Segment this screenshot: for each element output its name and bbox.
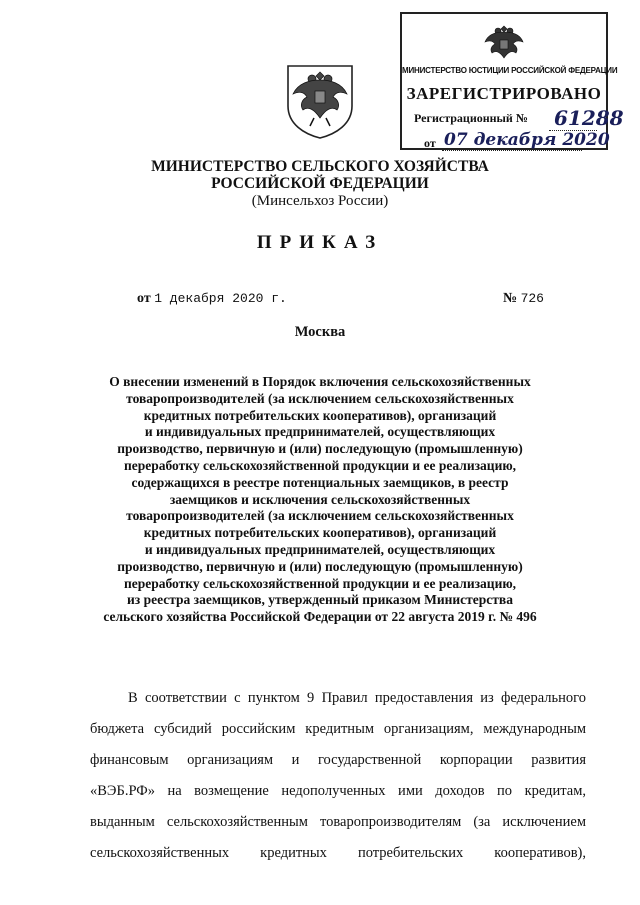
ministry-short-name: (Минсельхоз России) bbox=[251, 193, 389, 209]
stamp-reg-label: Регистрационный № bbox=[414, 111, 528, 125]
heading-line: переработку сельскохозяйственной продукции и ее реализацию, bbox=[123, 457, 517, 473]
heading-line: товаропроизводителей (за исключением сельскохозяйственных bbox=[126, 390, 514, 406]
heading-line: содержащихся в реестре потенциальных заемщиков, в реестр bbox=[131, 474, 509, 490]
heading-line: из реестра заемщиков, утвержденный приказом Министерства bbox=[127, 592, 513, 608]
body-line: выданным сельскохозяйственным товаропроизводителям (за исключением bbox=[90, 814, 586, 830]
stamp-date-handwritten: 07 декабря 2020 bbox=[444, 130, 610, 150]
heading-line: заемщиков и исключения сельскохозяйственных bbox=[169, 491, 471, 507]
body-line: В соответствии с пунктом 9 Правил предоставления из федерального bbox=[128, 690, 586, 706]
order-title: ПРИКАЗ bbox=[256, 232, 384, 253]
order-heading bbox=[60, 374, 580, 626]
stamp-ministry: МИНИСТЕРСТВО ЮСТИЦИИ РОССИЙСКОЙ ФЕДЕРАЦИИ bbox=[402, 66, 618, 75]
emblem-icon bbox=[482, 20, 526, 64]
heading-line: О внесении изменений в Порядок включения сельскохозяйственных bbox=[109, 374, 531, 389]
stamp-registered: ЗАРЕГИСТРИРОВАНО bbox=[406, 84, 602, 103]
heading-line: товаропроизводителей (за исключением сельскохозяйственных bbox=[126, 508, 514, 524]
order-body bbox=[90, 683, 586, 869]
number-prefix: № bbox=[503, 291, 518, 306]
ministry-title-line: РОССИЙСКОЙ ФЕДЕРАЦИИ bbox=[211, 175, 429, 192]
heading-line: производство, первичную и (или) последующую (промышленную) bbox=[117, 558, 523, 574]
heading-line: и индивидуальных предпринимателей, осуществляющих bbox=[144, 541, 496, 557]
date-value: 1 декабря 2020 г. bbox=[154, 291, 287, 306]
date-prefix: от bbox=[137, 291, 151, 306]
ministry-title-line: МИНИСТЕРСТВО СЕЛЬСКОГО ХОЗЯЙСТВА bbox=[151, 158, 489, 175]
order-number bbox=[503, 291, 544, 307]
stamp-date-label: от bbox=[424, 136, 436, 150]
body-line: финансовым организациям и государственной корпорации развития bbox=[90, 752, 586, 768]
heading-line: кредитных потребительских кооперативов), организаций bbox=[143, 525, 497, 541]
heading-line: кредитных потребительских кооперативов), организаций bbox=[143, 407, 497, 423]
heading-line: переработку сельскохозяйственной продукции и ее реализацию, bbox=[123, 575, 517, 591]
body-line: сельскохозяйственных кредитных потребительских кооперативов), bbox=[90, 845, 586, 861]
coat-of-arms-icon bbox=[284, 62, 356, 140]
ministry-title bbox=[0, 158, 640, 192]
city: Москва bbox=[294, 324, 346, 340]
heading-line: сельского хозяйства Российской Федерации от 22 августа 2019 г. № 496 bbox=[103, 609, 537, 625]
registration-stamp bbox=[400, 12, 624, 150]
heading-line: и индивидуальных предпринимателей, осуществляющих bbox=[144, 424, 496, 440]
body-line: бюджета субсидий российским кредитным организациям, международным bbox=[90, 721, 586, 737]
heading-line: производство, первичную и (или) последующую (промышленную) bbox=[117, 441, 523, 457]
body-line: «ВЭБ.РФ» на возмещение недополученных ими доходов по кредитам, bbox=[90, 783, 586, 799]
stamp-underline bbox=[442, 150, 582, 151]
stamp-reg-number: 61288 bbox=[554, 106, 624, 130]
number-value: 726 bbox=[520, 291, 544, 306]
order-date bbox=[137, 291, 287, 307]
